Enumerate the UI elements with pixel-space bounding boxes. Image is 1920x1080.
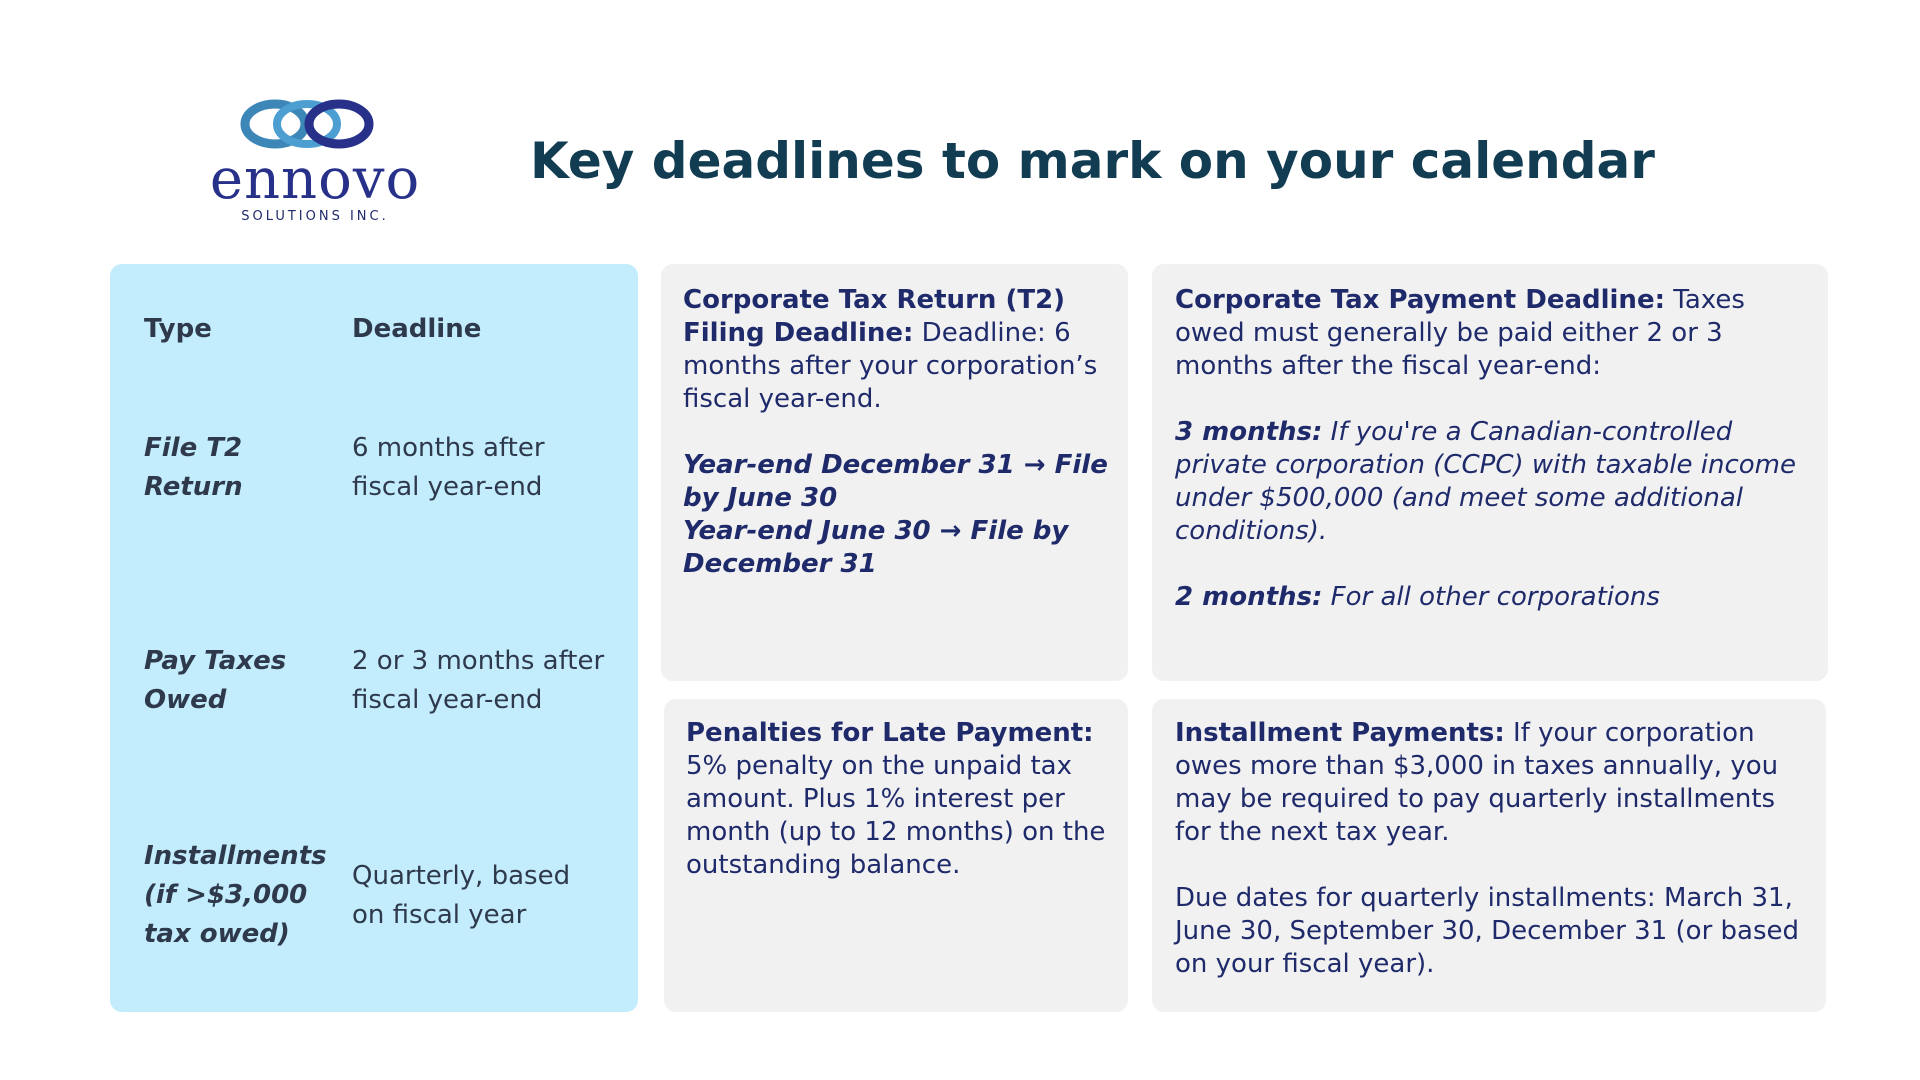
- table-row-deadline: 6 months after fiscal year-end: [352, 433, 545, 502]
- card-text: Taxes owed must generally be paid either 2 or 3 months after the fiscal year-end:: [1175, 285, 1745, 381]
- example-december: Year-end December 31 → File by June 30: [683, 450, 1108, 513]
- due-dates-text: Due dates for quarterly installments: March 31, June 30, September 30, December 31 (or based on your fiscal year).: [1175, 883, 1800, 979]
- table-row-deadline: Quarterly, based on fiscal year: [352, 861, 571, 930]
- installments-card: [1152, 699, 1826, 1012]
- filing-deadline-card: [661, 264, 1128, 681]
- company-logo: [205, 96, 445, 226]
- type-column-header: Type: [144, 314, 212, 344]
- card-heading: Corporate Tax Return (T2) Filing Deadline:: [683, 285, 1066, 348]
- penalties-card: [664, 699, 1128, 1012]
- payment-deadline-card: [1152, 264, 1828, 681]
- table-row-type: Installments (if >$3,000 tax owed): [144, 841, 327, 949]
- card-heading: Installment Payments:: [1175, 718, 1505, 748]
- option-text: For all other corporations: [1322, 582, 1660, 612]
- logo-wordmark: ennovo: [209, 147, 421, 212]
- card-heading: Penalties for Late Payment:: [686, 718, 1094, 748]
- deadline-column-header: Deadline: [352, 314, 482, 344]
- card-heading: Corporate Tax Payment Deadline:: [1175, 285, 1665, 315]
- table-row-type: Pay Taxes Owed: [144, 646, 287, 715]
- deadline-summary-table: [110, 264, 638, 1012]
- table-row-type: File T2 Return: [144, 433, 243, 502]
- card-text: Deadline: 6 months after your corporation’s fiscal year-end.: [683, 318, 1098, 414]
- card-text: 5% penalty on the unpaid tax amount. Plus 1% interest per month (up to 12 months) on the outstanding balance.: [686, 751, 1106, 880]
- example-june: Year-end June 30 → File by December 31: [683, 516, 1069, 579]
- table-row-deadline: 2 or 3 months after fiscal year-end: [352, 646, 605, 715]
- option-text: If you're a Canadian-controlled private corporation (CCPC) with taxable income under $500,000 (and meet some additional conditions).: [1175, 417, 1796, 546]
- option-label: 3 months:: [1175, 417, 1323, 447]
- card-text: If your corporation owes more than $3,000 in taxes annually, you may be required to pay quarterly installments for the next tax year.: [1175, 718, 1779, 847]
- page-title: Key deadlines to mark on your calendar: [530, 132, 1655, 190]
- interlocking-rings-icon: [235, 96, 385, 152]
- option-label: 2 months:: [1175, 582, 1323, 612]
- logo-subtitle: SOLUTIONS INC.: [241, 209, 389, 224]
